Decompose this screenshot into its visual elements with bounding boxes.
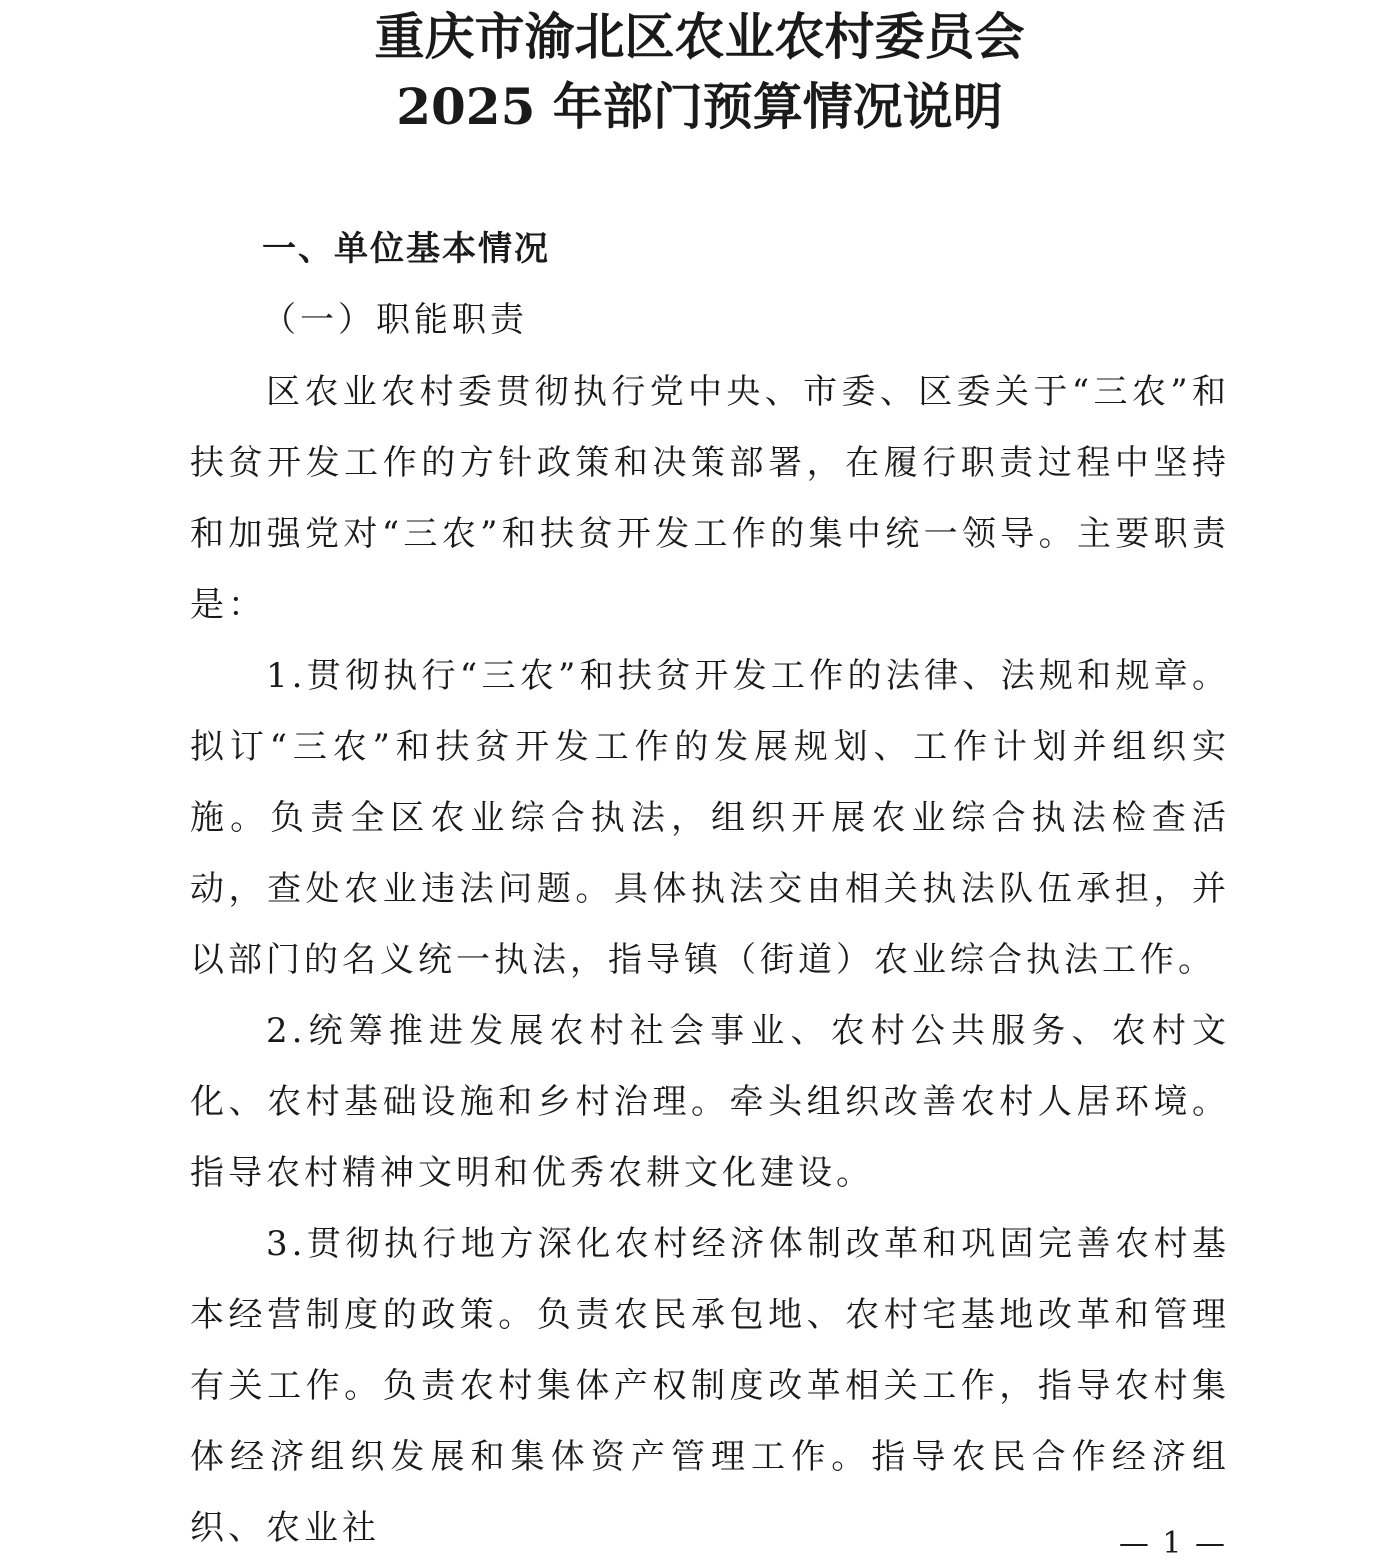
page-number: — 1 — (1118, 1526, 1227, 1561)
title-line-2: 2025 年部门预算情况说明 (396, 77, 1003, 136)
paragraph-intro: 区农业农村委贯彻执行党中央、市委、区委关于“三农”和扶贫开发工作的方针政策和决策部署，在履行职责过程中坚持和加强党对“三农”和扶贫开发工作的集中统一领导。主要职责是： (190, 372, 1230, 625)
document-title (0, 2, 1399, 142)
subsection-heading: （一）职能职责 (262, 300, 528, 340)
paragraph-item-1: 1.贯彻执行“三农”和扶贫开发工作的法律、法规和规章。拟订“三农”和扶贫开发工作的发展规划、工作计划并组织实施。负责全区农业综合执法，组织开展农业综合执法检查活动，查处农业违法问题。具体执法交由相关执法队伍承担，并以部门的名义统一执法，指导镇（街道）农业综合执法工作。 (190, 656, 1230, 980)
document-body (190, 213, 1230, 1564)
section-heading: 一、单位基本情况 (262, 229, 550, 269)
paragraph-item-3: 3.贯彻执行地方深化农村经济体制改革和巩固完善农村基本经营制度的政策。负责农民承包地、农村宅基地改革和管理有关工作。负责农村集体产权制度改革相关工作，指导农村集体经济组织发展和集体资产管理工作。指导农民合作经济组织、农业社 (190, 1224, 1230, 1548)
title-line-1: 重庆市渝北区农业农村委员会 (374, 7, 1025, 66)
paragraph-item-2: 2.统筹推进发展农村社会事业、农村公共服务、农村文化、农村基础设施和乡村治理。牵头组织改善农村人居环境。指导农村精神文明和优秀农耕文化建设。 (190, 1011, 1230, 1193)
